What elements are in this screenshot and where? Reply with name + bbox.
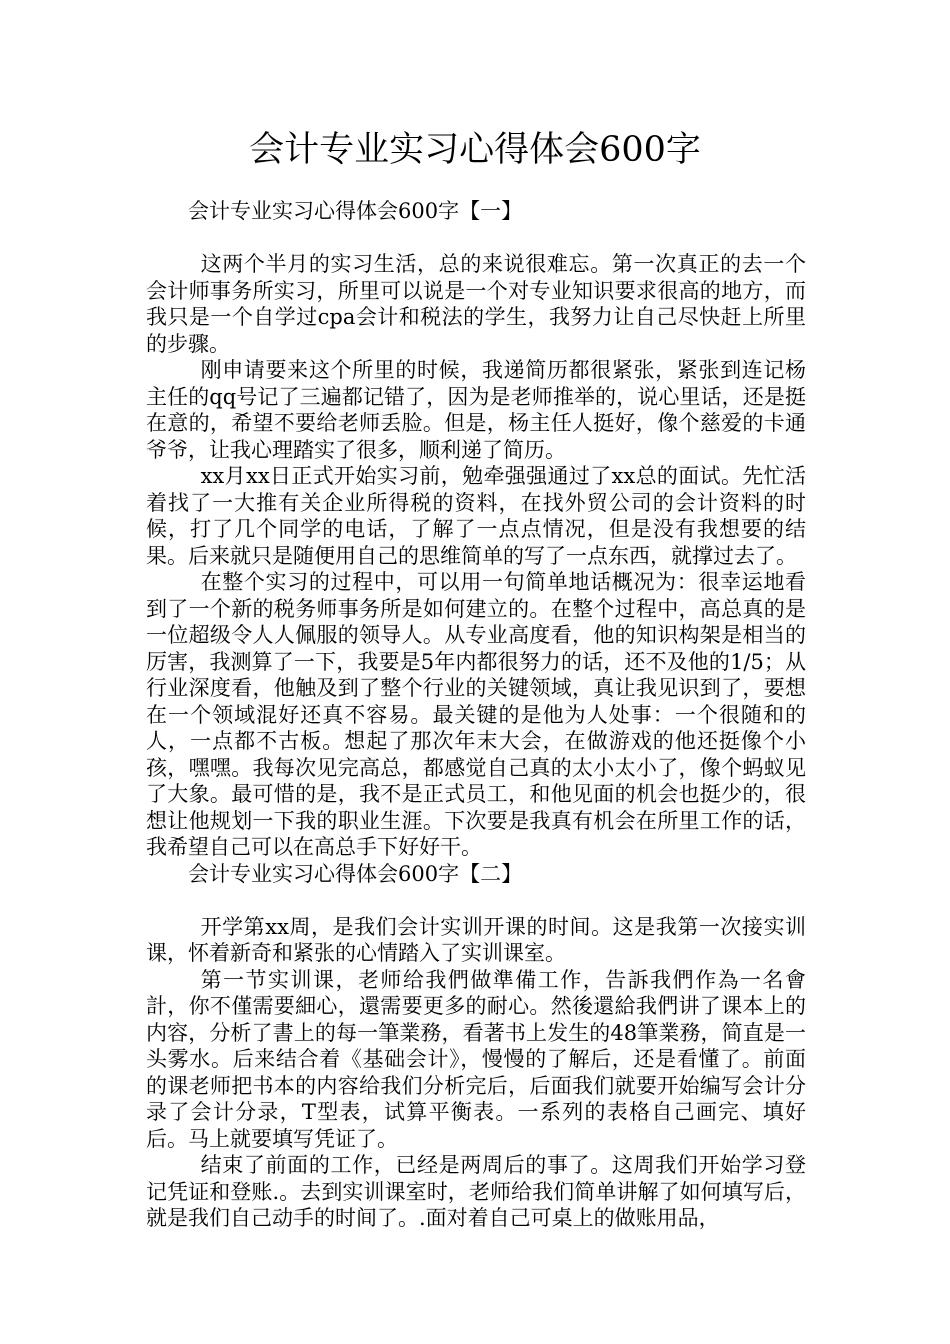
paragraph: 刚申请要来这个所里的时候，我递简历都很紧张，紧张到连记杨主任的qq号记了三遍都记错了，因为是老师推举的，说心里话，还是挺在意的，希望不要给老师丢脸。但是，杨主任人挺好，像个慈爱的卡通爷爷，让我心理踏实了很多，顺利递了简历。 [146,358,806,462]
blank-line [146,887,806,914]
paragraph: 这两个半月的实习生活，总的来说很难忘。第一次真正的去一个会计师事务所实习，所里可以说是一个对专业知识要求很高的地方，而我只是一个自学过cpa会计和税法的学生，我努力让自己尽快赶上所里的步骤。 [146,252,806,356]
paragraph: xx月xx日正式开始实习前，勉牵强强通过了xx总的面试。先忙活着找了一大推有关企业所得税的资料，在找外贸公司的会计资料的时候，打了几个同学的电话，了解了一点点情况，但是没有我想要的结果。后来就只是随便用自己的思维简单的写了一点东西，就撑过去了。 [146,464,806,568]
blank-line [146,225,806,252]
section-heading-2: 会计专业实习心得体会600字【二】 [188,861,523,886]
section-heading-1: 会计专业实习心得体会600字【一】 [188,199,523,223]
document-title: 会计专业实习心得体会600字 [249,130,701,170]
paragraph: 第一节实训课，老师给我們做準備工作，告訴我們作為一名會計，你不僅需要細心，還需要更多的耐心。然後還給我們讲了课本上的内容，分析了書上的每一筆業務，看著书上发生的48筆業務，简直是一头雾水。后来结合着《基础会计》，慢慢的了解后，还是看懂了。前面的课老师把书本的内容给我们分析完后，后面我们就要开始编写会计分录了会计分录，T型表，试算平衡表。一系列的表格自己画完、填好后。马上就要填写凭证了。 [146,967,806,1151]
paragraph: 开学第xx周，是我们会计实训开课的时间。这是我第一次接实训课，怀着新奇和紧张的心情踏入了实训课室。 [146,914,806,965]
document-body [146,198,806,1232]
paragraph: 结束了前面的工作，已经是两周后的事了。这周我们开始学习登记凭证和登账.。去到实训课室时，老师给我们简单讲解了如何填写后，就是我们自己动手的时间了。.面对着自己可桌上的做账用品， [146,1153,806,1230]
paragraph: 在整个实习的过程中，可以用一句简单地话概况为：很幸运地看到了一个新的税务师事务所是如何建立的。在整个过程中，高总真的是一位超级令人人佩服的领导人。从专业高度看，他的知识构架是相当的厉害，我测算了一下，我要是5年内都很努力的话，还不及他的1/5；从行业深度看，他触及到了整个行业的关键领域，真让我见识到了，要想在一个领域混好还真不容易。最关键的是他为人处事：一个很随和的人，一点都不古板。想起了那次年末大会，在做游戏的他还挺像个小孩，嘿嘿。我每次见完高总，都感觉自己真的太小太小了，像个蚂蚁见了大象。最可惜的是，我不是正式员工，和他见面的机会也挺少的，很想让他规划一下我的职业生涯。下次要是我真有机会在所里工作的话，我希望自己可以在高总手下好好干。 [146,570,806,859]
